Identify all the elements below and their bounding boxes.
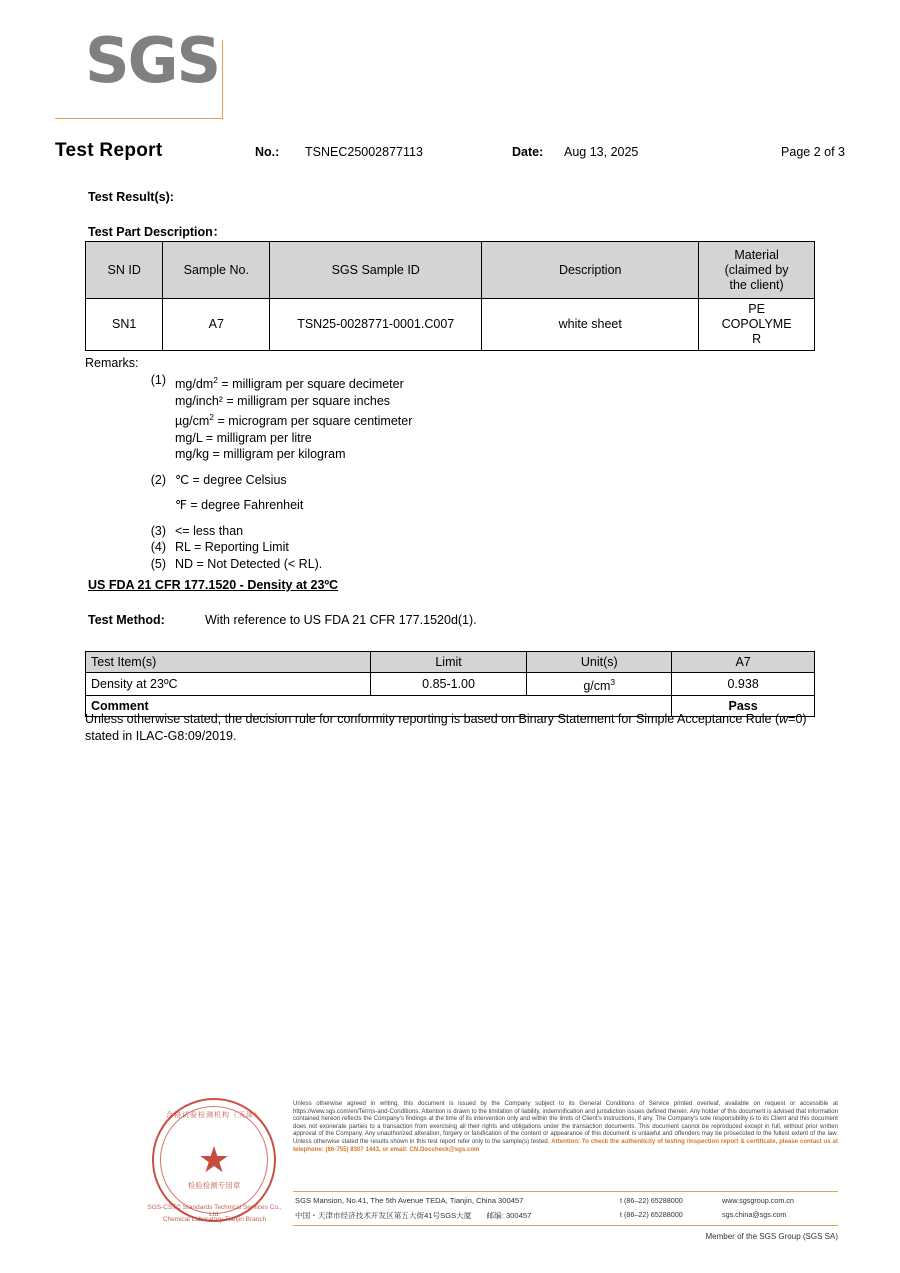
report-title-row (55, 140, 845, 166)
stamp-top-text: 合格试验检测机构（天津） (166, 1112, 262, 1119)
remark-index-5: (5) (150, 556, 166, 571)
decision-rule-line-1: Unless otherwise stated, the decision rule for conformity reporting is based on Binary Statement for Simple (85, 712, 675, 726)
remark-item-4 (130, 539, 690, 556)
material-header-line-2: (claimed by (724, 262, 789, 277)
logo-horizontal-rule (55, 118, 223, 119)
cell-limit: 0.85-1.00 (370, 673, 526, 696)
logo-vertical-rule (222, 40, 223, 118)
remark-item-5 (130, 556, 690, 573)
remark-line-5-1: ND = Not Detected (< RL). (175, 556, 323, 571)
decision-rule-line-2-pre: Acceptance Rule ( (676, 712, 780, 726)
decision-rule-text (85, 711, 815, 745)
cell-sgs-sample-id: TSN25-0028771-0001.C007 (270, 299, 482, 351)
report-no-value: TSNEC25002877113 (305, 145, 423, 159)
footer-legal-text (293, 1100, 838, 1153)
test-part-description-label: Test Part Description： (88, 225, 226, 239)
table-row (86, 673, 815, 696)
material-header-line-1: Material (734, 247, 779, 262)
fda-section-heading: US FDA 21 CFR 177.1520 - Density at 23ºC (88, 578, 339, 592)
remark-line-1-5: mg/kg = milligram per kilogram (175, 447, 346, 462)
remark-line-2-1: ℃ = degree Celsius (175, 472, 287, 487)
footer-attention-line-2: or email: CN.Doccheck@sgs.com (382, 1145, 480, 1153)
footer-address-en: SGS Mansion, No.41, The 5th Avenue TEDA, Tianjin, China 300457 (295, 1196, 524, 1205)
remark-index-2: (2) (150, 472, 166, 487)
page-indicator: Page 2 of 3 (781, 145, 845, 159)
test-part-description-table (85, 241, 815, 351)
footer-telephone-1: t (86–22) 65288000 (620, 1196, 683, 1205)
remark-index-4: (4) (150, 540, 166, 555)
remark-line-1-1: $mg/dm^2$ = milligram per square decimeter (175, 375, 404, 392)
remark-line-1-3: $\mu g/cm^2$ = microgram per square centimeter (175, 412, 413, 429)
stamp-label-line-2: Chemical Laboratory-Tianjin Branch (162, 1216, 267, 1223)
cell-result-value: 0.938 (672, 673, 815, 696)
cell-material (699, 299, 815, 351)
status-badge: Pass (672, 696, 815, 717)
superscript-2b: 2 (209, 412, 215, 423)
column-header-sgs-sample-id: SGS Sample ID (270, 242, 482, 299)
footer-divider-bottom (293, 1225, 838, 1226)
sgs-logo (55, 22, 235, 114)
report-no-label: No.: (255, 145, 280, 159)
page-title: Test Report (55, 140, 163, 161)
column-header-a7: A7 (672, 652, 815, 673)
column-header-limit: Limit (370, 652, 526, 673)
footer-divider-top (293, 1191, 838, 1192)
remark-index-1: (1) (150, 373, 166, 387)
official-stamp (147, 1098, 282, 1226)
cell-unit (527, 673, 672, 696)
remark-item-1 (130, 372, 690, 463)
cell-comment-label: Comment (86, 696, 672, 717)
table-header-row (86, 242, 815, 299)
remark-item-3 (130, 523, 690, 540)
report-date-value: Aug 13, 2025 (564, 145, 639, 159)
table-row (86, 299, 815, 351)
material-header-line-3: the client) (729, 277, 784, 292)
column-header-description: Description (482, 242, 699, 299)
material-line-1: PE (748, 302, 765, 316)
star-icon: ★ (197, 1139, 231, 1180)
remarks-list (130, 372, 690, 572)
unit-superscript: 3 (610, 677, 616, 687)
remarks-title: Remarks: (85, 356, 139, 370)
footer-website[interactable]: www.sgsgroup.com.cn (722, 1196, 794, 1205)
test-method-value: With reference to US FDA 21 CFR 177.1520d(1). (205, 613, 477, 627)
column-header-sample-no: Sample No. (163, 242, 270, 299)
column-header-units: Unit(s) (527, 652, 672, 673)
footer-telephone-2: t (86–22) 65288000 (620, 1210, 683, 1219)
column-header-test-items: Test Item(s) (86, 652, 371, 673)
remark-line-2-2: ℉ = degree Fahrenheit (175, 498, 304, 513)
unit-text: g/cm (583, 679, 611, 694)
test-result-table (85, 651, 815, 717)
footer-attention-line-1: Attention: To check the authenticity of testing /inspection report & certificate, please contact us at telephone: (86-755) 8307 1443, (293, 1137, 838, 1153)
stamp-mid-text: 检验检测专用章 (187, 1181, 241, 1190)
column-header-material (699, 242, 815, 299)
cell-test-item: Density at 23ºC (86, 673, 371, 696)
remark-item-2 (130, 472, 690, 514)
decision-rule-line-2-post: =0) stated in ILAC-G8:09/2019. (85, 712, 807, 743)
footer-legal-body: Unless otherwise agreed in writing, this document is issued by the Company subject to its General Conditions of Service printed overleaf, available on request or accessible at https://www.sgs.com/en/Terms-and-Conditions. Attention is drawn to the limitation of liability, indemnification and jurisdiction issues defined therein. Any holder of this document is advised that information contained hereon reflects the Company's findings at the time of its intervention only and within the limits of Client's instructions, if any. The Company's sole responsibility is to its Client and this document does not exonerate parties to a transaction from exercising all their rights and obligations under the transaction documents. This document cannot be reproduced except in full, without prior written approval of the Company. Any unauthorized alteration, forgery or falsification of the content or appearance of this document is unlawful and offenders may be prosecuted to the fullest extent of the law. Unless otherwise stated the results shown in this test report refer only to the sample(s) tested. (293, 1100, 838, 1145)
result-header-row (86, 652, 815, 673)
sgs-logo-text: SGS (85, 24, 220, 97)
footer-member-text: Member of the SGS Group (SGS SA) (705, 1232, 838, 1241)
remark-line-1-4: mg/L = milligram per litre (175, 430, 312, 445)
report-date-label: Date: (512, 145, 544, 159)
column-header-sn-id: SN ID (86, 242, 163, 299)
remark-line-1-2: mg/inch² = milligram per square inches (175, 393, 391, 408)
remark-line-3-1: <= less than (175, 523, 244, 538)
material-line-3: R (752, 332, 762, 346)
cell-description: white sheet (482, 299, 699, 351)
remark-line-4-1: RL = Reporting Limit (175, 540, 289, 555)
material-line-2: COPOLYME (721, 317, 792, 331)
footer-email[interactable]: sgs.china@sgs.com (722, 1210, 787, 1219)
page-footer (0, 1090, 900, 1270)
cell-sn-id: SN1 (86, 299, 163, 351)
decision-rule-italic: w (779, 712, 789, 726)
stamp-label-line-1: SGS-CSTC Standards Technical Services Co., Ltd. (147, 1204, 282, 1218)
remark-index-3: (3) (150, 523, 166, 538)
footer-address-cn: 中国・天津市经济技术开发区第五大街41号SGS大厦 邮编: 300457 (295, 1211, 532, 1220)
test-method-label: Test Method: (88, 613, 165, 627)
test-results-label: Test Result(s): (88, 190, 174, 204)
cell-sample-no: A7 (163, 299, 270, 351)
superscript-2: 2 (213, 375, 218, 385)
